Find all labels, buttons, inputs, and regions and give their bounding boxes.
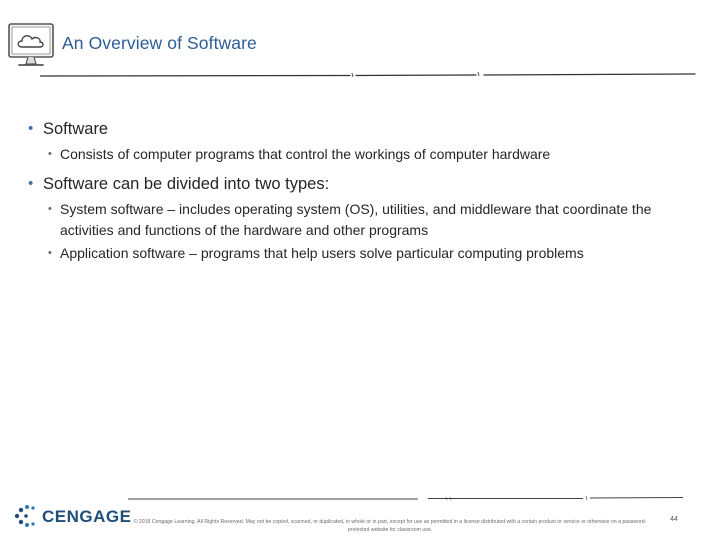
sub-bullet-dot: • xyxy=(48,203,52,215)
sub-bullet-text: Consists of computer programs that control the workings of computer hardware xyxy=(60,146,551,162)
sub-bullet-application-software xyxy=(28,243,698,264)
bullet-software-types xyxy=(28,173,698,195)
bullet-text: Software xyxy=(43,120,109,138)
footer-rule xyxy=(128,495,688,503)
cengage-logo xyxy=(12,503,132,529)
sub-bullet-dot: • xyxy=(48,148,52,160)
bullet-dot: • xyxy=(28,175,34,192)
page-number: 44 xyxy=(670,516,678,523)
sub-bullet-text: System software – includes operating system (OS), utilities, and middleware that coordinate the activities and functions of the hardware and other programs xyxy=(60,201,652,238)
sub-bullet-text: Application software – programs that help users solve particular computing problems xyxy=(60,245,584,261)
sub-bullet-system-software xyxy=(28,199,698,241)
bullet-text: Software can be divided into two types: xyxy=(43,175,330,193)
slide-body xyxy=(28,118,698,264)
copyright-notice: © 2018 Cengage Learning. All Rights Reserved. May not be copied, scanned, or duplicated, in whole or in part, except for use as permitted in a license distributed with a certain product or service or otherwise on a password-protected website for classroom use. xyxy=(133,519,647,533)
slide-title: An Overview of Software xyxy=(62,33,257,53)
title-underline xyxy=(40,70,700,80)
bullet-software xyxy=(28,118,698,140)
sub-bullet-dot: • xyxy=(48,247,52,259)
sub-bullet-consists xyxy=(28,144,698,165)
logo-text: CENGAGE xyxy=(42,507,132,526)
cengage-dots-icon xyxy=(12,503,38,529)
computer-monitor-cloud-icon xyxy=(6,20,56,72)
bullet-dot: • xyxy=(28,120,34,137)
